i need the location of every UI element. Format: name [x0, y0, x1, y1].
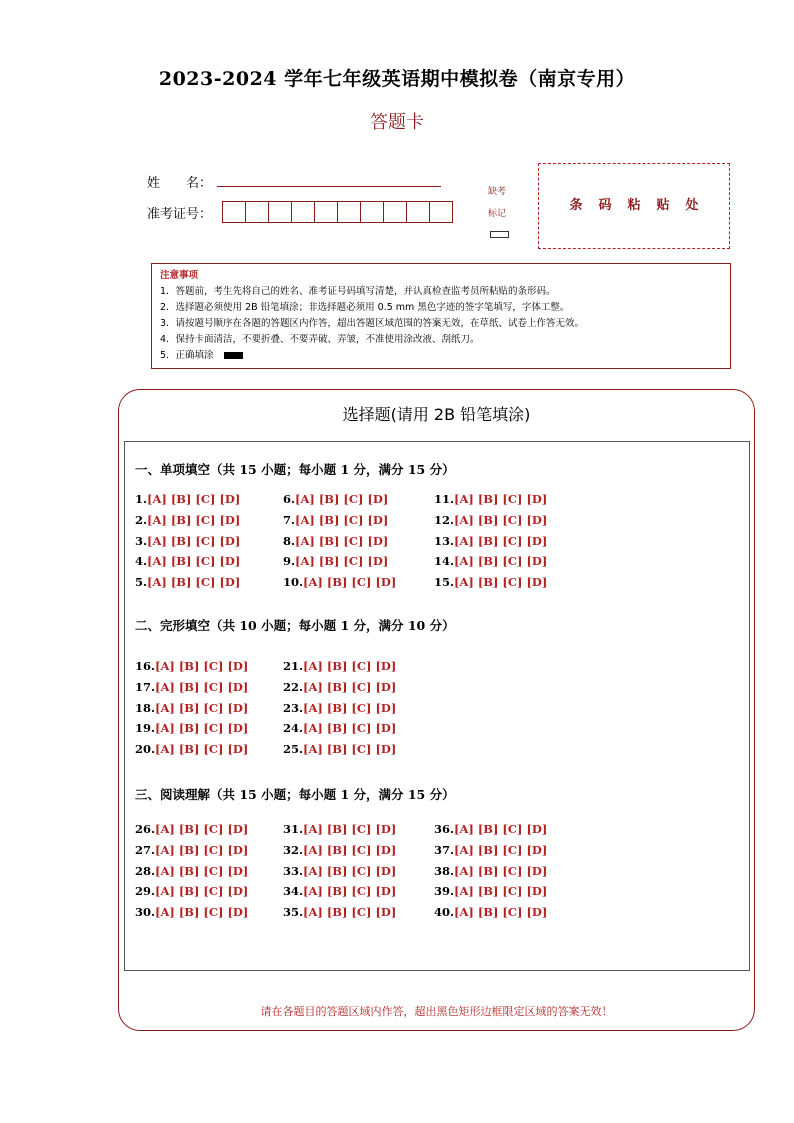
question-row[interactable] — [283, 701, 396, 715]
answer-options[interactable]: [A] [B] [C] [D] — [147, 492, 241, 506]
section-title-3: 三、阅读理解（共 15 小题；每小题 1 分，满分 15 分） — [135, 787, 455, 802]
answer-options[interactable]: [A] [B] [C] [D] — [454, 554, 548, 569]
question-number: 2. — [135, 512, 148, 527]
exam-id-digit-box[interactable] — [245, 201, 269, 223]
answer-options[interactable]: [A] [B] [C] [D] — [454, 512, 548, 527]
question-number: 14. — [434, 554, 455, 569]
section-title-1: 一、单项填空（共 15 小题；每小题 1 分，满分 15 分） — [135, 462, 455, 477]
filled-mark-sample — [224, 352, 243, 359]
question-number: 25. — [283, 742, 304, 757]
question-row[interactable] — [434, 534, 547, 548]
question-row[interactable] — [135, 554, 240, 568]
question-row[interactable] — [434, 884, 547, 898]
name-label: 姓 名： — [147, 176, 213, 191]
question-number: 9. — [283, 554, 296, 569]
notice-item: 1．答题前，考生先将自己的姓名、准考证号码填写清楚，并认真检查监考员所粘贴的条形码。 — [160, 286, 556, 297]
question-row[interactable] — [135, 680, 248, 694]
absent-label-1: 缺考 — [488, 187, 507, 197]
question-row[interactable] — [283, 843, 396, 857]
question-number: 16. — [135, 659, 156, 673]
question-row[interactable] — [135, 822, 248, 836]
notice-item: 5．正确填涂 — [160, 350, 214, 361]
answer-options[interactable]: [A] [B] [C] [D] — [303, 863, 397, 878]
question-row[interactable] — [135, 659, 248, 673]
exam-id-digit-box[interactable] — [222, 201, 246, 223]
question-row[interactable] — [283, 884, 396, 898]
question-row[interactable] — [283, 742, 396, 756]
question-row[interactable] — [434, 492, 547, 506]
question-row[interactable] — [283, 575, 396, 589]
answer-options[interactable]: [A] [B] [C] [D] — [295, 533, 389, 548]
exam-id-digit-box[interactable] — [383, 201, 407, 223]
question-number: 4. — [135, 554, 148, 569]
exam-id-digit-box[interactable] — [314, 201, 338, 223]
question-row[interactable] — [135, 701, 248, 715]
question-number: 11. — [434, 492, 455, 506]
exam-id-label: 准考证号： — [147, 207, 213, 222]
question-row[interactable] — [135, 721, 248, 735]
barcode-area — [538, 163, 730, 249]
question-number: 1. — [135, 492, 148, 506]
exam-id-digit-box[interactable] — [360, 201, 384, 223]
question-number: 20. — [135, 742, 156, 757]
answer-options[interactable]: [A] [B] [C] [D] — [454, 842, 548, 857]
answer-options[interactable]: [A] [B] [C] [D] — [454, 822, 548, 836]
question-row[interactable] — [135, 843, 248, 857]
answer-options[interactable]: [A] [B] [C] [D] — [155, 679, 249, 694]
absent-mark-box[interactable] — [490, 231, 509, 238]
question-number: 28. — [135, 863, 156, 878]
answer-options[interactable]: [A] [B] [C] [D] — [303, 742, 397, 757]
answer-options[interactable]: [A] [B] [C] [D] — [155, 742, 249, 757]
question-row[interactable] — [283, 534, 388, 548]
answer-options[interactable]: [A] [B] [C] [D] — [454, 533, 548, 548]
question-row[interactable] — [283, 659, 396, 673]
question-row[interactable] — [283, 554, 388, 568]
question-number: 23. — [283, 700, 304, 715]
notice-item: 2．选择题必须使用 2B 铅笔填涂；非选择题必须用 0.5 mm 黑色字迹的签字笔填写，字体工整。 — [160, 302, 570, 313]
answer-options[interactable]: [A] [B] [C] [D] — [155, 822, 249, 836]
footer-warning: 请在各题目的答题区域内作答，超出黑色矩形边框限定区域的答案无效！ — [260, 1005, 613, 1018]
notice-item-fill-example — [160, 348, 722, 364]
question-row[interactable] — [283, 513, 388, 527]
answer-options[interactable]: [A] [B] [C] [D] — [295, 512, 389, 527]
question-number: 12. — [434, 512, 455, 527]
question-number: 37. — [434, 842, 455, 857]
answer-options[interactable]: [A] [B] [C] [D] — [147, 533, 241, 548]
answer-options[interactable]: [A] [B] [C] [D] — [295, 554, 389, 569]
answer-options[interactable]: [A] [B] [C] [D] — [155, 842, 249, 857]
answer-options[interactable]: [A] [B] [C] [D] — [147, 575, 241, 590]
question-row[interactable] — [135, 534, 240, 548]
answer-options[interactable]: [A] [B] [C] [D] — [303, 884, 397, 899]
question-row[interactable] — [135, 884, 248, 898]
question-row[interactable] — [135, 492, 240, 506]
question-number: 38. — [434, 863, 455, 878]
notice-box — [151, 263, 731, 369]
answer-options[interactable]: [A] [B] [C] [D] — [155, 700, 249, 715]
exam-id-digit-box[interactable] — [268, 201, 292, 223]
question-row[interactable] — [434, 513, 547, 527]
answer-options[interactable]: [A] [B] [C] [D] — [155, 905, 249, 920]
page-title: 2023-2024 学年七年级英语期中模拟卷（南京专用） — [158, 68, 636, 90]
question-row[interactable] — [135, 905, 248, 919]
exam-id-boxes[interactable] — [222, 201, 452, 223]
question-number: 31. — [283, 822, 304, 836]
question-number: 8. — [283, 533, 296, 548]
question-row[interactable] — [283, 905, 396, 919]
question-number: 32. — [283, 842, 304, 857]
answer-options[interactable]: [A] [B] [C] [D] — [303, 905, 397, 920]
answer-options[interactable]: [A] [B] [C] [D] — [454, 575, 548, 590]
question-row[interactable] — [434, 554, 547, 568]
answer-options[interactable]: [A] [B] [C] [D] — [295, 492, 389, 506]
question-number: 3. — [135, 533, 148, 548]
answer-options[interactable]: [A] [B] [C] [D] — [303, 721, 397, 736]
question-number: 26. — [135, 822, 156, 836]
choice-section-title: 选择题(请用 2B 铅笔填涂) — [342, 405, 531, 424]
exam-id-digit-box[interactable] — [337, 201, 361, 223]
question-row[interactable] — [283, 680, 396, 694]
question-number: 24. — [283, 721, 304, 736]
question-number: 39. — [434, 884, 455, 899]
absent-label-2: 标记 — [488, 209, 507, 219]
answer-options[interactable]: [A] [B] [C] [D] — [155, 721, 249, 736]
question-row[interactable] — [434, 575, 547, 589]
question-number: 7. — [283, 512, 296, 527]
question-row[interactable] — [135, 575, 240, 589]
section-title-2: 二、完形填空（共 10 小题；每小题 1 分，满分 10 分） — [135, 618, 455, 633]
answer-options[interactable]: [A] [B] [C] [D] — [147, 512, 241, 527]
question-number: 33. — [283, 863, 304, 878]
answer-options[interactable]: [A] [B] [C] [D] — [303, 659, 397, 673]
question-number: 36. — [434, 822, 455, 836]
question-row[interactable] — [283, 492, 388, 506]
answer-options[interactable]: [A] [B] [C] [D] — [454, 863, 548, 878]
answer-options[interactable]: [A] [B] [C] [D] — [454, 905, 548, 920]
answer-options[interactable]: [A] [B] [C] [D] — [303, 822, 397, 836]
question-number: 35. — [283, 905, 304, 920]
question-row[interactable] — [434, 905, 547, 919]
question-number: 10. — [283, 575, 304, 590]
barcode-label: 条码粘贴处 — [569, 198, 715, 213]
question-number: 29. — [135, 884, 156, 899]
answer-options[interactable]: [A] [B] [C] [D] — [303, 842, 397, 857]
question-row[interactable] — [135, 864, 248, 878]
question-row[interactable] — [135, 513, 240, 527]
question-number: 19. — [135, 721, 156, 736]
answer-options[interactable]: [A] [B] [C] [D] — [454, 884, 548, 899]
question-row[interactable] — [283, 721, 396, 735]
notice-item: 4．保持卡面清洁，不要折叠、不要弄破、弄皱，不准使用涂改液、刮纸刀。 — [160, 334, 480, 345]
question-number: 18. — [135, 700, 156, 715]
question-number: 13. — [434, 533, 455, 548]
question-row[interactable] — [434, 864, 547, 878]
exam-id-digit-box[interactable] — [429, 201, 453, 223]
question-number: 27. — [135, 842, 156, 857]
question-row[interactable] — [135, 742, 248, 756]
answer-options[interactable]: [A] [B] [C] [D] — [155, 884, 249, 899]
answer-options[interactable]: [A] [B] [C] [D] — [303, 575, 397, 590]
question-row[interactable] — [283, 822, 396, 836]
question-number: 21. — [283, 659, 304, 673]
answer-card-label: 答题卡 — [370, 112, 424, 133]
answer-options[interactable]: [A] [B] [C] [D] — [155, 863, 249, 878]
question-number: 17. — [135, 679, 156, 694]
question-number: 5. — [135, 575, 148, 590]
notice-item: 3．请按题号顺序在各题的答题区内作答，超出答题区域范围的答案无效，在草纸、试卷上作答无效。 — [160, 318, 585, 329]
question-row[interactable] — [283, 864, 396, 878]
question-number: 34. — [283, 884, 304, 899]
question-number: 22. — [283, 679, 304, 694]
answer-options[interactable]: [A] [B] [C] [D] — [454, 492, 548, 506]
answer-options[interactable]: [A] [B] [C] [D] — [147, 554, 241, 569]
question-row[interactable] — [434, 822, 547, 836]
answer-options[interactable]: [A] [B] [C] [D] — [155, 659, 249, 673]
question-number: 6. — [283, 492, 296, 506]
question-number: 30. — [135, 905, 156, 920]
notice-title: 注意事项 — [160, 270, 199, 281]
exam-id-digit-box[interactable] — [291, 201, 315, 223]
question-row[interactable] — [434, 843, 547, 857]
exam-id-digit-box[interactable] — [406, 201, 430, 223]
name-field[interactable] — [217, 185, 441, 187]
question-number: 40. — [434, 905, 455, 920]
answer-options[interactable]: [A] [B] [C] [D] — [303, 700, 397, 715]
answer-options[interactable]: [A] [B] [C] [D] — [303, 679, 397, 694]
question-number: 15. — [434, 575, 455, 590]
